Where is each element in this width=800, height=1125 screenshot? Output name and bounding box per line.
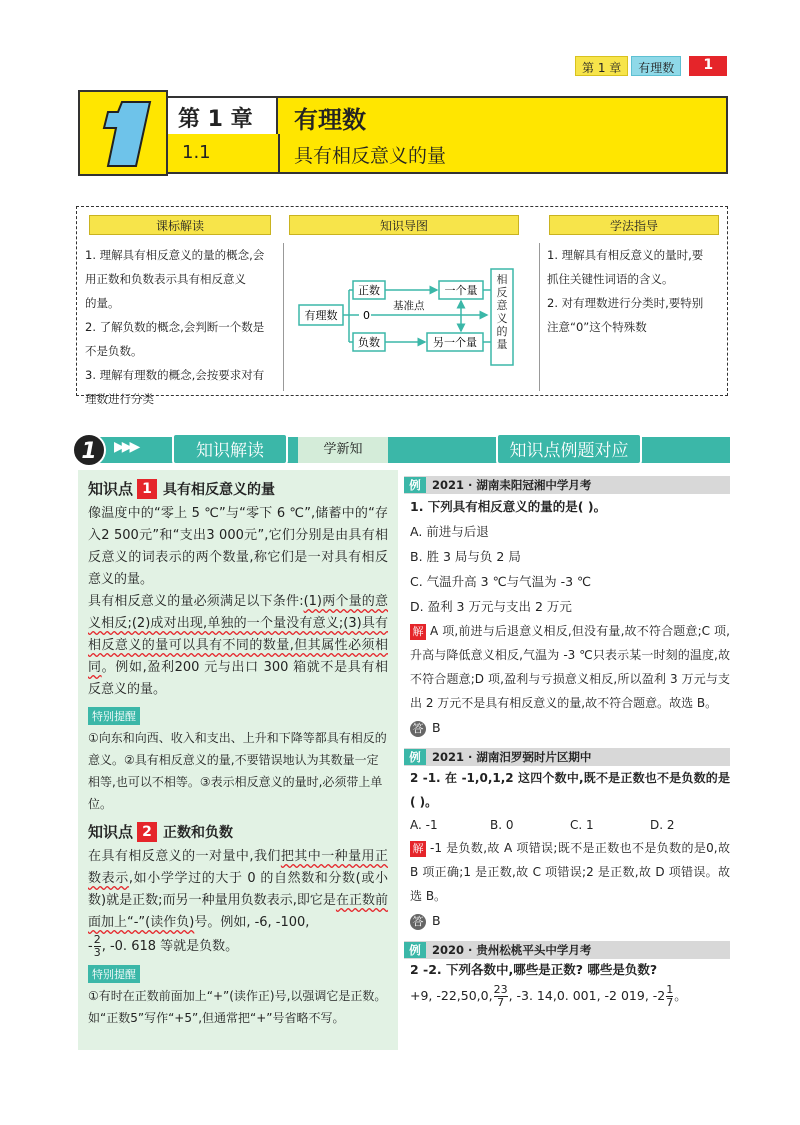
fraction-denominator: 7 — [497, 996, 505, 1009]
section-title: 具有相反意义的量 — [278, 134, 446, 172]
page-number: 1 — [689, 56, 727, 76]
tip-label: 特别提醒 — [88, 965, 140, 983]
map-label-zero: 0 — [363, 309, 370, 322]
curriculum-line: 不是负数。 — [85, 344, 143, 358]
option: D. 盈利 3 万元与支出 2 万元 — [410, 599, 572, 614]
kp-title: 正数和负数 — [163, 824, 234, 841]
curriculum-head: 课标解读 — [89, 215, 271, 235]
example-1-question: 1. 下列具有相反意义的量的是( )。 — [410, 499, 607, 514]
solution-tag: 解 — [410, 624, 426, 640]
map-label-negative: 负数 — [358, 336, 380, 349]
study-guide-line: 1. 理解具有相反意义的量时,要 — [547, 248, 704, 262]
knowledge-map-head: 知识导图 — [289, 215, 519, 235]
fraction — [94, 934, 101, 959]
text: 在具有相反意义的一对量中,我们 — [88, 849, 281, 864]
example-source: 2021 · 湖南汨罗弼时片区期中 — [432, 750, 592, 764]
option: B. 胜 3 局与负 2 局 — [410, 549, 521, 564]
chapter-name-tag: 有理数 — [631, 56, 681, 76]
curriculum-line: 3. 理解有理数的概念,会按要求对有 — [85, 368, 265, 382]
example-2-solution — [404, 836, 730, 908]
example-tag: 例 — [404, 942, 426, 958]
map-label-positive: 正数 — [358, 284, 380, 297]
running-header — [575, 56, 727, 76]
fraction-numerator: 2 — [93, 933, 101, 946]
fraction-numerator: 23 — [493, 983, 508, 996]
example-3-question: 2 -2. 下列各数中,哪些是正数? 哪些是负数? — [410, 962, 658, 977]
kp-number: 2 — [137, 822, 157, 842]
underlined-text: 把其中一种量用正数表示 — [88, 849, 388, 886]
text: +9, -22,50,0, — [410, 988, 493, 1003]
solution-tag: 解 — [410, 841, 426, 857]
divider — [283, 243, 284, 391]
study-guide-line: 注意“0”这个特殊数 — [547, 320, 647, 334]
kp1-paragraph-1: 像温度中的“零上 5 ℃”与“零下 6 ℃”,储蓄中的“存入2 500元”和“支出3 000元”,它们分别是由具有相反意义的词表示的两个数量,称它们是一对具有相反意义的量。 — [88, 506, 388, 587]
fraction — [666, 984, 673, 1009]
banner-number: 1 — [72, 433, 106, 467]
kp-label: 知识点 — [88, 823, 134, 841]
chapter-title: 有理数 — [294, 106, 366, 134]
option: A. -1 — [410, 818, 438, 832]
example-1-header — [404, 476, 730, 494]
overview-box — [76, 206, 728, 406]
option: B. 0 — [490, 818, 514, 832]
map-label-rational: 有理数 — [304, 309, 338, 322]
text: 号。例如, -6, -100, — [194, 915, 310, 930]
text: 。 — [674, 988, 687, 1003]
answer-tag: 答 — [410, 914, 426, 930]
knowledge-point-1 — [88, 478, 398, 499]
example-3-header — [404, 941, 730, 959]
option: C. 1 — [570, 818, 594, 832]
example-tag: 例 — [404, 749, 426, 765]
chapter-label: 第 1 章 — [168, 98, 278, 134]
map-label-base: 基准点 — [393, 300, 425, 312]
example-source: 2021 · 湖南耒阳冠湘中学月考 — [432, 478, 592, 492]
examples-column — [404, 470, 730, 1060]
text: , -3. 14,0. 001, -2 019, -2 — [508, 988, 666, 1003]
knowledge-column — [78, 470, 398, 1050]
knowledge-point-2 — [88, 821, 398, 842]
option: D. 2 — [650, 818, 675, 832]
banner-arrows-icon: ▶▶▶ — [114, 439, 138, 455]
kp1-paragraph-2 — [78, 591, 398, 701]
fraction-denominator: 7 — [666, 996, 674, 1009]
fraction-numerator: 1 — [666, 983, 674, 996]
example-2-header — [404, 748, 730, 766]
chapter-title-bar — [168, 96, 728, 134]
chapter-number-box — [78, 90, 168, 176]
example-1-solution — [404, 619, 730, 715]
option: A. 前进与后退 — [410, 524, 489, 539]
example-2-question: 2 -1. 在 -1,0,1,2 这四个数中,既不是正数也不是负数的是( )。 — [410, 771, 730, 809]
fraction-denominator: 3 — [93, 946, 101, 959]
divider — [539, 243, 540, 391]
curriculum-line: 的量。 — [85, 296, 120, 310]
tip-text-1: ①向东和向西、收入和支出、上升和下降等都具有相反的意义。②具有相反意义的量,不要错误地认为其数量一定相等,也可以不相等。③表示相反意义的量时,必须带上单位。 — [88, 731, 387, 811]
examples-tab: 知识点例题对应 — [496, 433, 642, 465]
study-guide-line: 抓住关键性词语的含义。 — [547, 272, 674, 286]
example-3-numbers — [404, 981, 730, 1011]
option: C. 气温升高 3 ℃与气温为 -3 ℃ — [410, 574, 592, 589]
map-label-one: 一个量 — [444, 284, 478, 297]
solution-text: A 项,前进与后退意义相反,但没有量,故不符合题意;C 项,升高与降低意义相反,气温为 -3 ℃只表示某一时刻的温度,故不符合题意;D 项,盈利与亏损意义相反,所以盈利 3 万元与支出 2 万元不是具有相反意义的量,故不符合题意。故选 B。 — [410, 624, 730, 710]
answer-text: B — [432, 913, 441, 928]
example-1-answer — [404, 715, 730, 740]
example-tag: 例 — [404, 477, 426, 493]
section-banner — [70, 433, 730, 467]
kp-label: 知识点 — [88, 480, 134, 498]
study-guide-head: 学法指导 — [549, 215, 719, 235]
chapter-tag: 第 1 章 — [575, 56, 628, 76]
chapter-number-graphic — [92, 98, 156, 170]
kp-number: 1 — [137, 479, 157, 499]
curriculum-text — [85, 243, 281, 411]
curriculum-line: 理数进行分类 — [85, 392, 154, 406]
curriculum-line: 1. 理解具有相反意义的量的概念,会 — [85, 248, 265, 262]
example-2-answer — [404, 908, 730, 933]
text: 具有相反意义的量必须满足以下条件: — [88, 594, 304, 609]
study-guide-text — [547, 243, 723, 339]
curriculum-line: 2. 了解负数的概念,会判断一个数是 — [85, 320, 265, 334]
text: , -0. 618 等就是负数。 — [101, 939, 239, 954]
section-title-bar — [168, 134, 728, 174]
example-source: 2020 · 贵州松桃平头中学月考 — [432, 943, 592, 957]
knowledge-reading-tab: 知识解读 — [172, 433, 288, 465]
example-2-options — [404, 814, 730, 836]
tip-label: 特别提醒 — [88, 707, 140, 725]
text: ,如小学学过的大于 0 的自然数和分数(或小数)就是正数;而另一种量用负数表示,即它是 — [88, 871, 388, 908]
map-label-other: 另一个量 — [433, 336, 477, 349]
learn-new-tab: 学新知 — [298, 437, 388, 463]
underlined-text: (1)两个量的意义相反;(2)成对出现,单独的一个量没有意义;(3)具有相反意义的量可以具有不同的数量,但其属性必须相同 — [88, 594, 388, 675]
answer-tag: 答 — [410, 721, 426, 737]
kp2-paragraph-1 — [78, 846, 398, 959]
text: 。例如,盈利200 元与出口 300 箱就不是具有相反意义的量。 — [88, 660, 388, 697]
tip-text-2: ①有时在正数前面加上“+”(读作正)号,以强调它是正数。如“正数5”写作“+5”,但通常把“+”号省略不写。 — [88, 989, 387, 1025]
map-label-opposite: 相反意义的量 — [496, 273, 508, 351]
study-guide-line: 2. 对有理数进行分类时,要特别 — [547, 296, 704, 310]
underlined-text: 在正数前面加上“-”(读作负) — [88, 893, 388, 930]
curriculum-line: 用正数和负数表示具有相反意义 — [85, 272, 246, 286]
section-number: 1.1 — [168, 134, 278, 172]
solution-text: -1 是负数,故 A 项错误;既不是正数也不是负数的是0,故 B 项正确;1 是正数,故 C 项错误;2 是正数,故 D 项错误。故选 B。 — [410, 841, 730, 903]
kp-title: 具有相反意义的量 — [163, 481, 276, 498]
text: - — [88, 939, 93, 954]
answer-text: B — [432, 720, 441, 735]
fraction — [494, 984, 508, 1009]
